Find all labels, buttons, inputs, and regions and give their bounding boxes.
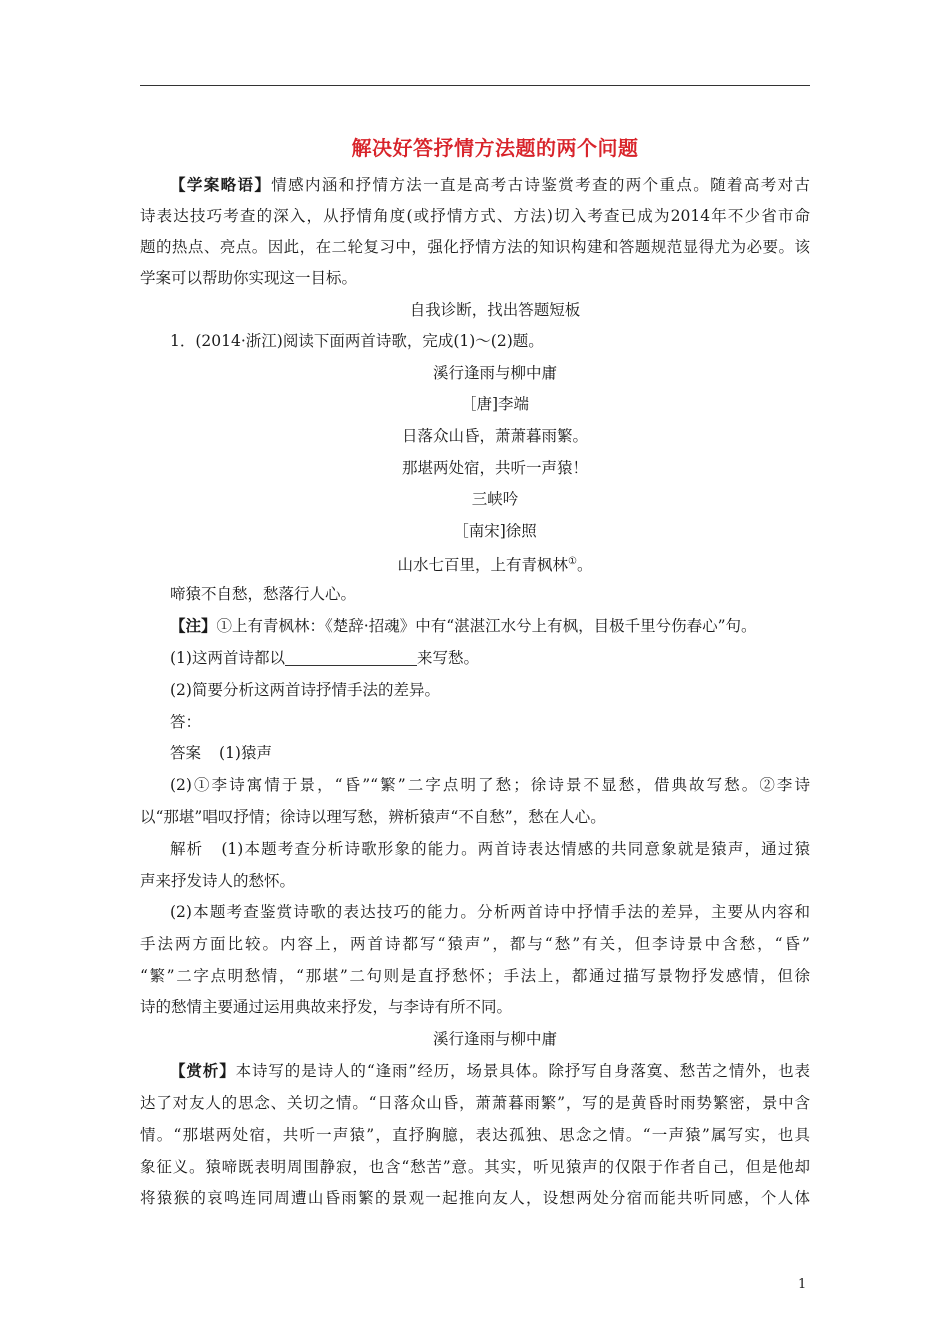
note-text: ①上有青枫林：《楚辞·招魂》中有“湛湛江水兮上有枫，目极千里兮伤春心”句。: [216, 617, 757, 635]
appreciation-text-1: 本诗写的是诗人的“逢雨”经历，场景具体。除抒写自身落寞、愁苦之情外，也表: [235, 1062, 810, 1080]
analysis-line-3: (2)本题考查鉴赏诗歌的表达技巧的能力。分析两首诗中抒情手法的差异，主要从内容和: [170, 903, 810, 921]
poem2-author: ［南宋]徐照: [453, 522, 537, 540]
answer-part-1: (1)猿声: [219, 744, 272, 762]
answer-line-1: [170, 742, 810, 764]
poem2-line-1-end: 。: [576, 556, 593, 574]
sub-question-2: (2)简要分析这两首诗抒情手法的差异。: [170, 681, 440, 699]
poem1-line-2: 那堪两处宿，共听一声猿！: [401, 459, 588, 477]
intro-text-1: 情感内涵和抒情方法一直是高考古诗鉴赏考查的两个重点。随着高考对古: [271, 176, 810, 194]
question-intro: 1．(2014·浙江)阅读下面两首诗歌，完成(1)～(2)题。: [170, 332, 544, 350]
poem1-author: ［唐]李端: [460, 395, 530, 413]
appreciation-heading: 溪行逢雨与柳中庸: [432, 1030, 557, 1048]
section-heading: 自我诊断，找出答题短板: [409, 301, 581, 319]
sub-question-1-after: 来写愁。: [416, 649, 479, 667]
intro-line-2: 诗表达技巧考查的深入，从抒情角度(或抒情方式、方法)切入考查已成为2014年不少省市命: [140, 207, 810, 225]
appreciation-label: 【赏析】: [170, 1061, 236, 1080]
appreciation-line-3: 情。“那堪两处宿，共听一声猿”，直抒胸臆，表达孤独、思念之情。“一声猿”属写实，也具: [140, 1126, 810, 1144]
intro-line-3: 题的热点、亮点。因此，在二轮复习中，强化抒情方法的知识构建和答题规范显得尤为必要。该: [140, 238, 810, 256]
page-number: 1: [798, 1277, 807, 1292]
intro-line-1: [170, 174, 810, 196]
poem2-line-1-text: 山水七百里，上有青枫林: [397, 556, 569, 574]
page-title: 解决好答抒情方法题的两个问题: [351, 136, 639, 160]
answer-prompt: 答：: [170, 713, 202, 731]
appreciation-line-1: [170, 1060, 810, 1082]
intro-label: 【学案略语】: [170, 175, 272, 194]
poem2-title: 三峡吟: [471, 490, 519, 508]
answer-label: 答案: [170, 744, 202, 762]
analysis-line-5: “繁”二字点明愁情，“那堪”二句则是直抒愁怀；手法上，都通过描写景物抒发感情，但徐: [140, 967, 810, 985]
note-label: 【注】: [170, 616, 217, 635]
analysis-label: 解析: [170, 840, 204, 858]
poem2-line-2: 啼猿不自愁，愁落行人心。: [170, 585, 357, 603]
sub-question-1: [170, 647, 810, 669]
analysis-line-6: 诗的愁情主要通过运用典故来抒发，与李诗有所不同。: [140, 998, 513, 1016]
appreciation-line-5: 将猿猴的哀鸣连同周遭山昏雨繁的景观一起推向友人，设想两处分宿而能共听同感，个人体: [140, 1189, 810, 1207]
header-rule: [140, 85, 810, 86]
analysis-line-4: 手法两方面比较。内容上，两首诗都写“猿声”，都与“愁”有关，但李诗景中含愁，“昏”: [140, 935, 810, 953]
note-line: [170, 615, 810, 637]
analysis-text-1: (1)本题考查分析诗歌形象的能力。两首诗表达情感的共同意象就是猿声，通过猿: [221, 840, 810, 858]
poem1-line-1: 日落众山昏，萧萧暮雨繁。: [401, 427, 588, 445]
answer-line-3: 以“那堪”唱叹抒情；徐诗以理写愁，辨析猿声“不自愁”，愁在人心。: [140, 808, 606, 826]
note-mark: ①: [568, 556, 577, 567]
analysis-line-2: 声来抒发诗人的愁怀。: [140, 872, 296, 890]
sub-question-1-before: (1)这两首诗都以: [170, 649, 285, 667]
poem1-title: 溪行逢雨与柳中庸: [432, 364, 557, 382]
analysis-line-1: [170, 838, 810, 860]
answer-blank[interactable]: [285, 649, 417, 666]
answer-line-2: (2)①李诗寓情于景，“昏”“繁”二字点明了愁；徐诗景不显愁，借典故写愁。②李诗: [170, 776, 810, 794]
intro-line-4: 学案可以帮助你实现这一目标。: [140, 269, 358, 287]
poem2-line-1: [140, 551, 850, 576]
appreciation-line-4: 象征义。猿啼既表明周围静寂，也含“愁苦”意。其实，听见猿声的仅限于作者自己，但是他却: [140, 1158, 810, 1176]
appreciation-line-2: 达了对友人的思念、关切之情。“日落众山昏，萧萧暮雨繁”，写的是黄昏时雨势繁密，景中含: [140, 1094, 810, 1112]
